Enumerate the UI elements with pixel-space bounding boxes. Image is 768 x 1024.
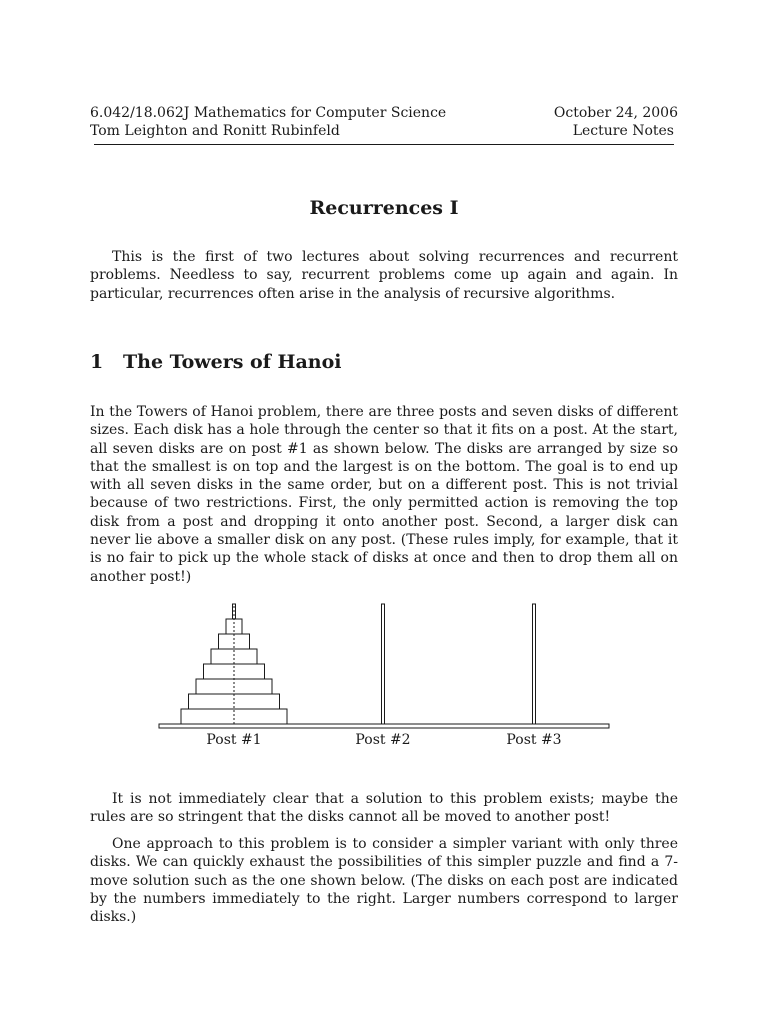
solution-exists-paragraph: It is not immediately clear that a solution to this problem exists; maybe the rules are so stringent that the disks cannot all be moved to another post! bbox=[90, 791, 678, 826]
header-date: October 24, 2006 bbox=[553, 105, 678, 121]
intro-paragraph: This is the first of two lectures about solving recurrences and recurrent problems. Needless to say, recurrent problems come up again and again. In particular, recurrences often arise in the analysis of recursive algorithms. bbox=[90, 249, 678, 302]
post-3 bbox=[533, 604, 536, 724]
post-2-label: Post #2 bbox=[355, 732, 411, 748]
section-title: The Towers of Hanoi bbox=[123, 351, 342, 373]
post-2 bbox=[382, 604, 385, 724]
section-heading bbox=[90, 351, 341, 373]
post-3-label: Post #3 bbox=[506, 732, 562, 748]
header-doc-type: Lecture Notes bbox=[572, 123, 674, 139]
base-board bbox=[159, 724, 609, 728]
hanoi-paragraph: In the Towers of Hanoi problem, there are three posts and seven disks of different sizes. Each disk has a hole through the center so that it fits on a post. At the start, all seven disks are on post #1 as shown below. The disks are arranged by size so that the smallest is on top and the largest is on the bottom. The goal is to end up with all seven disks in the same order, but on a different post. This is not trivial because of two restrictions. First, the only permitted action is removing the top disk from a post and dropping it onto another post. Second, a larger disk can never lie above a smaller disk on any post. (These rules imply, for example, that it is no fair to pick up the whole stack of disks at once and then to drop them all on another post!) bbox=[90, 404, 678, 585]
page-header bbox=[90, 104, 678, 140]
post-1-label: Post #1 bbox=[206, 732, 262, 748]
header-row-2 bbox=[90, 122, 678, 140]
three-disk-paragraph: One approach to this problem is to consider a simpler variant with only three disks. We can quickly exhaust the possibilities of this simpler puzzle and find a 7-move solution such as the one shown below. (The disks on each post are indicated by the numbers immediately to the right. Larger numbers correspond to larger disks.) bbox=[90, 836, 678, 926]
section-number: 1 bbox=[90, 351, 104, 373]
header-row-1 bbox=[90, 104, 678, 122]
page-title: Recurrences I bbox=[309, 197, 459, 219]
header-rule bbox=[94, 144, 674, 145]
header-authors: Tom Leighton and Ronitt Rubinfeld bbox=[90, 123, 340, 139]
hanoi-diagram bbox=[150, 600, 620, 730]
course-title: 6.042/18.062J Mathematics for Computer Science bbox=[90, 105, 447, 121]
hanoi-figure bbox=[150, 600, 620, 760]
